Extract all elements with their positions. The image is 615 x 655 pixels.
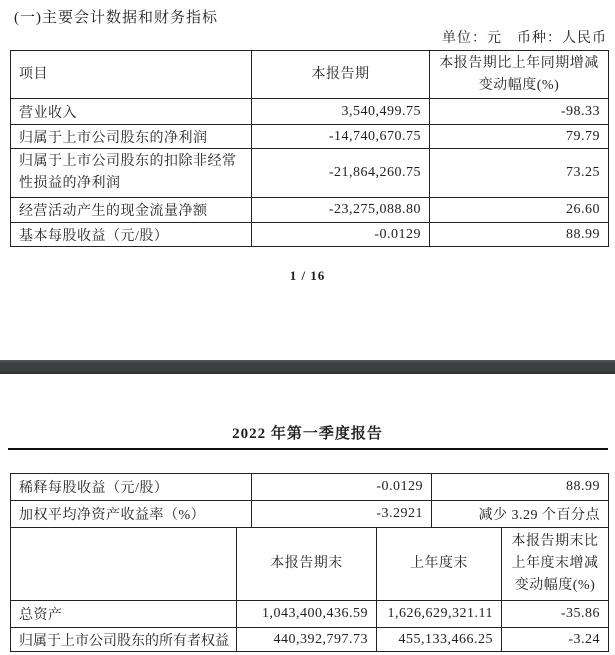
row-value: -21,864,260.75 (252, 149, 430, 198)
row-value: -23,275,088.80 (252, 198, 430, 223)
page-break-divider (0, 360, 615, 374)
table-header-row (11, 528, 609, 601)
row-end-period: 1,043,400,436.59 (237, 601, 377, 628)
table-row (11, 628, 609, 652)
page-number: 1 / 16 (289, 268, 326, 283)
table-eps-section (10, 473, 609, 528)
header-end-of-period: 本报告期末 (237, 528, 377, 601)
row-prior-year: 455,133,466.25 (377, 628, 502, 652)
currency-unit-note: 单位：元 币种：人民币 (442, 31, 607, 46)
row-end-period: 440,392,797.73 (237, 628, 377, 652)
row-change: -35.86 (502, 601, 609, 628)
title-underline (8, 448, 608, 450)
section-heading: (一)主要会计数据和财务指标 (14, 10, 218, 26)
row-change: 88.99 (430, 223, 609, 247)
row-change: 79.79 (430, 125, 609, 149)
row-label: 加权平均净资产收益率（%） (11, 501, 252, 528)
table-row (11, 198, 609, 223)
header-item: 项目 (11, 51, 252, 99)
row-change: 减少 3.29 个百分点 (432, 501, 609, 528)
report-title: 2022 年第一季度报告 (232, 426, 383, 442)
row-label: 基本每股收益（元/股） (11, 223, 252, 247)
row-change: 26.60 (430, 198, 609, 223)
row-value: -0.0129 (252, 474, 432, 501)
table-header-row (11, 51, 609, 99)
row-change: -98.33 (430, 99, 609, 125)
row-change: 73.25 (430, 149, 609, 198)
row-value: -0.0129 (252, 223, 430, 247)
header-prior-year-end: 上年度末 (377, 528, 502, 601)
row-value: -3.2921 (252, 501, 432, 528)
table-row (11, 125, 609, 149)
row-label: 归属于上市公司股东的所有者权益 (11, 628, 237, 652)
header-change-pct: 本报告期末比上年度末增减变动幅度(%) (502, 528, 609, 601)
table-main (10, 50, 609, 247)
balance-indicators-table (10, 473, 609, 652)
table-row (11, 501, 609, 528)
row-label: 归属于上市公司股东的扣除非经常性损益的净利润 (11, 149, 252, 198)
row-value: 3,540,499.75 (252, 99, 430, 125)
key-financial-indicators-table (10, 50, 609, 247)
table-row (11, 474, 609, 501)
table-row (11, 223, 609, 247)
row-label: 稀释每股收益（元/股） (11, 474, 252, 501)
header-current-period: 本报告期 (252, 51, 430, 99)
table-assets-section (10, 527, 609, 652)
row-label: 营业收入 (11, 99, 252, 125)
row-value: -14,740,670.75 (252, 125, 430, 149)
row-label: 总资产 (11, 601, 237, 628)
header-blank (11, 528, 237, 601)
table-row (11, 601, 609, 628)
header-change-pct: 本报告期比上年同期增减变动幅度(%) (430, 51, 609, 99)
row-label: 经营活动产生的现金流量净额 (11, 198, 252, 223)
row-prior-year: 1,626,629,321.11 (377, 601, 502, 628)
row-change: -3.24 (502, 628, 609, 652)
row-label: 归属于上市公司股东的净利润 (11, 125, 252, 149)
table-row (11, 99, 609, 125)
table-row (11, 149, 609, 198)
row-change: 88.99 (432, 474, 609, 501)
